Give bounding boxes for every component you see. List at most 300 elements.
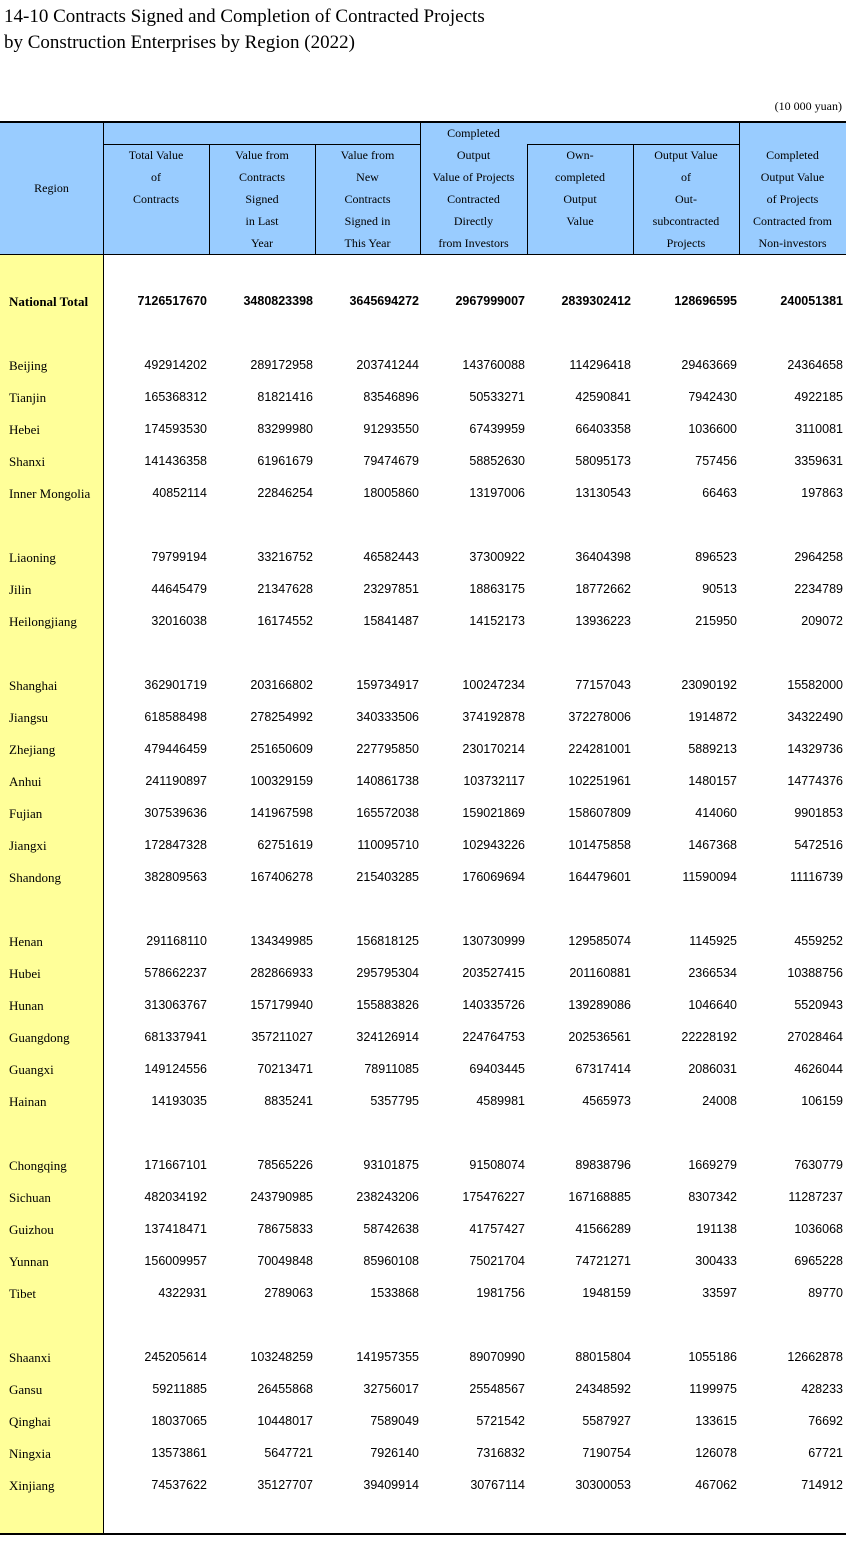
table-row — [0, 1060, 846, 1080]
cell-value: 30767114 — [470, 1478, 525, 1492]
cell-value: 167406278 — [250, 870, 313, 884]
cell-value: 203527415 — [462, 966, 525, 980]
cell-value: 492914202 — [144, 358, 207, 372]
cell-value: 172847328 — [144, 838, 207, 852]
cell-value: 77157043 — [575, 678, 631, 692]
table-row — [0, 1092, 846, 1112]
cell-value: 164479601 — [568, 870, 631, 884]
cell-value: 40852114 — [152, 486, 207, 500]
cell-value: 46582443 — [363, 550, 419, 564]
cell-value: 156009957 — [144, 1254, 207, 1268]
cell-value: 428233 — [801, 1382, 843, 1396]
cell-value: 282866933 — [250, 966, 313, 980]
cell-value: 7589049 — [370, 1414, 419, 1428]
cell-value: 141957355 — [356, 1350, 419, 1364]
cell-value: 1669279 — [688, 1158, 737, 1172]
region-name: Guizhou — [9, 1222, 54, 1237]
header-value-new — [315, 144, 420, 254]
cell-value: 291168110 — [146, 934, 207, 948]
cell-value: 5357795 — [370, 1094, 419, 1108]
cell-value: 203166802 — [250, 678, 313, 692]
cell-value: 89770 — [808, 1286, 843, 1300]
title-line-2: by Construction Enterprises by Region (2022) — [4, 32, 355, 53]
cell-value: 4322931 — [158, 1286, 207, 1300]
cell-value: 42590841 — [575, 390, 631, 404]
cell-value: 372278006 — [568, 710, 631, 724]
header-completed-from-investors — [420, 122, 527, 254]
cell-value: 241190897 — [145, 774, 207, 788]
table-row — [0, 964, 846, 984]
cell-value: 24364658 — [787, 358, 843, 372]
header-bottom-rule — [0, 254, 846, 255]
cell-value: 114296418 — [569, 358, 631, 372]
table-row — [0, 1380, 846, 1400]
cell-value: 141967598 — [250, 806, 313, 820]
cell-value: 67721 — [808, 1446, 843, 1460]
header-region — [0, 177, 103, 199]
cell-value: 175476227 — [462, 1190, 525, 1204]
region-name: Fujian — [9, 806, 43, 821]
cell-value: 23297851 — [363, 582, 419, 596]
header-line: Directly — [453, 214, 494, 228]
cell-value: 243790985 — [250, 1190, 313, 1204]
table-row — [0, 484, 846, 504]
cell-value: 11590094 — [682, 870, 737, 884]
cell-value: 141436358 — [144, 454, 207, 468]
cell-value: 5721542 — [476, 1414, 525, 1428]
cell-value: 101475858 — [568, 838, 631, 852]
cell-value: 3645694272 — [349, 294, 419, 308]
cell-value: 149124556 — [144, 1062, 207, 1076]
cell-value: 22228192 — [681, 1030, 737, 1044]
cell-value: 2234789 — [794, 582, 843, 596]
cell-value: 7630779 — [794, 1158, 843, 1172]
cell-value: 11287237 — [788, 1190, 843, 1204]
cell-value: 4559252 — [794, 934, 843, 948]
table-row — [0, 1476, 846, 1496]
cell-value: 202536561 — [568, 1030, 631, 1044]
cell-value: 88015804 — [575, 1350, 631, 1364]
table-row — [0, 420, 846, 440]
cell-value: 7316832 — [476, 1446, 525, 1460]
table-row — [0, 1348, 846, 1368]
cell-value: 26455868 — [257, 1382, 313, 1396]
table-title — [4, 4, 485, 56]
cell-value: 1914872 — [688, 710, 737, 724]
header-line: Signed — [245, 192, 279, 206]
cell-value: 66403358 — [575, 422, 631, 436]
cell-value: 59211885 — [152, 1382, 207, 1396]
header-line: from Investors — [438, 236, 509, 250]
cell-value: 1055186 — [688, 1350, 737, 1364]
cell-value: 12662878 — [787, 1350, 843, 1364]
cell-value: 32016038 — [151, 614, 207, 628]
title-line-1: 14-10 Contracts Signed and Completion of Contracted Projects — [4, 6, 485, 27]
cell-value: 10448017 — [257, 1414, 313, 1428]
cell-value: 324126914 — [356, 1030, 419, 1044]
cell-value: 714912 — [801, 1478, 843, 1492]
cell-value: 357211027 — [251, 1030, 313, 1044]
table-row — [0, 772, 846, 792]
cell-value: 4589981 — [476, 1094, 525, 1108]
cell-value: 374192878 — [462, 710, 525, 724]
cell-value: 32756017 — [363, 1382, 419, 1396]
cell-value: 134349985 — [250, 934, 313, 948]
cell-value: 227795850 — [356, 742, 419, 756]
header-line: Total Value — [128, 148, 184, 162]
region-name: Guangdong — [9, 1030, 70, 1045]
header-line: Value — [566, 214, 594, 228]
cell-value: 13936223 — [575, 614, 631, 628]
cell-value: 41757427 — [469, 1222, 525, 1236]
cell-value: 362901719 — [144, 678, 207, 692]
cell-value: 8307342 — [688, 1190, 737, 1204]
header-line: Completed — [766, 148, 819, 162]
cell-value: 5472516 — [794, 838, 843, 852]
cell-value: 7942430 — [688, 390, 737, 404]
cell-value: 224764753 — [462, 1030, 525, 1044]
cell-value: 74721271 — [575, 1254, 631, 1268]
region-name: Hebei — [9, 422, 41, 437]
cell-value: 106159 — [801, 1094, 843, 1108]
cell-value: 2086031 — [688, 1062, 737, 1076]
cell-value: 89070990 — [469, 1350, 525, 1364]
region-name: Shandong — [9, 870, 61, 885]
cell-value: 103248259 — [250, 1350, 313, 1364]
cell-value: 15841487 — [363, 614, 419, 628]
region-name: Inner Mongolia — [9, 486, 91, 501]
cell-value: 102251961 — [568, 774, 631, 788]
region-name: Ningxia — [9, 1446, 51, 1461]
cell-value: 25548567 — [469, 1382, 525, 1396]
cell-value: 14774376 — [787, 774, 843, 788]
cell-value: 6965228 — [794, 1254, 843, 1268]
header-line: Non-investors — [758, 236, 827, 250]
cell-value: 91508074 — [469, 1158, 525, 1172]
region-name: Henan — [9, 934, 43, 949]
cell-value: 278254992 — [250, 710, 313, 724]
cell-value: 41566289 — [575, 1222, 631, 1236]
cell-value: 75021704 — [469, 1254, 525, 1268]
cell-value: 224281001 — [568, 742, 631, 756]
cell-value: 58742638 — [363, 1222, 419, 1236]
cell-value: 110095710 — [357, 838, 419, 852]
cell-value: 5889213 — [688, 742, 737, 756]
cell-value: 44645479 — [151, 582, 207, 596]
cell-value: 143760088 — [462, 358, 525, 372]
table-row — [0, 676, 846, 696]
cell-value: 307539636 — [144, 806, 207, 820]
region-name: Gansu — [9, 1382, 43, 1397]
cell-value: 81821416 — [257, 390, 313, 404]
region-name: Liaoning — [9, 550, 56, 565]
region-name: Sichuan — [9, 1190, 51, 1205]
region-name: Chongqing — [9, 1158, 67, 1173]
cell-value: 70213471 — [257, 1062, 313, 1076]
header-line: Value from — [340, 148, 395, 162]
cell-value: 39409914 — [363, 1478, 419, 1492]
cell-value: 209072 — [801, 614, 843, 628]
cell-value: 2366534 — [688, 966, 737, 980]
cell-value: 230170214 — [462, 742, 525, 756]
cell-value: 70049848 — [257, 1254, 313, 1268]
header-completed-non-investors — [739, 144, 846, 254]
region-column-background — [0, 255, 103, 1533]
header-line: Region — [34, 181, 69, 195]
region-name: Jiangxi — [9, 838, 47, 853]
cell-value: 100329159 — [250, 774, 313, 788]
cell-value: 1948159 — [582, 1286, 631, 1300]
cell-value: 8835241 — [264, 1094, 313, 1108]
header-line: New — [356, 170, 379, 184]
cell-value: 29463669 — [681, 358, 737, 372]
region-name: Xinjiang — [9, 1478, 55, 1493]
cell-value: 140861738 — [356, 774, 419, 788]
header-line: Own- — [566, 148, 594, 162]
cell-value: 18005860 — [363, 486, 419, 500]
cell-value: 93101875 — [363, 1158, 419, 1172]
cell-value: 13573861 — [151, 1446, 207, 1460]
cell-value: 757456 — [695, 454, 737, 468]
table-row — [0, 1156, 846, 1176]
region-name: Zhejiang — [9, 742, 56, 757]
cell-value: 103732117 — [463, 774, 525, 788]
header-line: Projects — [666, 236, 706, 250]
cell-value: 3480823398 — [243, 294, 313, 308]
cell-value: 22846254 — [257, 486, 313, 500]
header-line: Contracts — [133, 192, 179, 206]
header-line: Output — [563, 192, 597, 206]
region-name: National Total — [9, 294, 89, 309]
cell-value: 74537622 — [151, 1478, 207, 1492]
region-name: Hubei — [9, 966, 41, 981]
region-name: Qinghai — [9, 1414, 51, 1429]
cell-value: 79799194 — [151, 550, 207, 564]
table-row — [0, 1188, 846, 1208]
cell-value: 76692 — [808, 1414, 843, 1428]
cell-value: 33597 — [702, 1286, 737, 1300]
cell-value: 157179940 — [250, 998, 313, 1012]
region-name: Anhui — [9, 774, 42, 789]
header-line: Value from — [235, 148, 289, 162]
header-line: This Year — [344, 236, 391, 250]
cell-value: 130730999 — [462, 934, 525, 948]
cell-value: 618588498 — [144, 710, 207, 724]
cell-value: 238243206 — [356, 1190, 419, 1204]
region-name: Beijing — [9, 358, 48, 373]
cell-value: 215403285 — [356, 870, 419, 884]
cell-value: 18037065 — [151, 1414, 207, 1428]
cell-value: 382809563 — [144, 870, 207, 884]
cell-value: 61961679 — [257, 454, 313, 468]
header-line: in Last — [245, 214, 279, 228]
region-name: Yunnan — [9, 1254, 49, 1269]
cell-value: 14193035 — [151, 1094, 207, 1108]
cell-value: 2967999007 — [455, 294, 525, 308]
region-name: Tibet — [9, 1286, 36, 1301]
table-row — [0, 388, 846, 408]
header-line: of — [151, 170, 161, 184]
cell-value: 9901853 — [794, 806, 843, 820]
unit-label: (10 000 yuan) — [774, 99, 842, 113]
cell-value: 58852630 — [469, 454, 525, 468]
cell-value: 289172958 — [250, 358, 313, 372]
table-bottom-rule — [0, 1533, 846, 1535]
region-name: Jilin — [9, 582, 32, 597]
cell-value: 4922185 — [794, 390, 843, 404]
cell-value: 3110081 — [795, 422, 843, 436]
cell-value: 158607809 — [568, 806, 631, 820]
cell-value: 414060 — [695, 806, 737, 820]
cell-value: 18772662 — [575, 582, 631, 596]
cell-value: 313063767 — [144, 998, 207, 1012]
table-row — [0, 356, 846, 376]
cell-value: 482034192 — [144, 1190, 207, 1204]
cell-value: 7126517670 — [137, 294, 207, 308]
cell-value: 1036600 — [688, 422, 737, 436]
cell-value: 215950 — [695, 614, 737, 628]
header-line: Year — [250, 236, 274, 250]
cell-value: 78911085 — [364, 1062, 419, 1076]
cell-value: 1036068 — [794, 1222, 843, 1236]
header-line: Contracted — [447, 192, 500, 206]
cell-value: 58095173 — [575, 454, 631, 468]
header-output-subcontracted — [633, 144, 739, 254]
header-line: subcontracted — [652, 214, 720, 228]
cell-value: 1480157 — [688, 774, 737, 788]
cell-value: 126078 — [695, 1446, 737, 1460]
cell-value: 13130543 — [575, 486, 631, 500]
cell-value: 35127707 — [257, 1478, 313, 1492]
table-row — [0, 548, 846, 568]
cell-value: 176069694 — [462, 870, 525, 884]
cell-value: 1145925 — [689, 934, 737, 948]
header-line: Output Value — [654, 148, 718, 162]
cell-value: 24348592 — [575, 1382, 631, 1396]
cell-value: 11116739 — [790, 870, 843, 884]
cell-value: 5520943 — [794, 998, 843, 1012]
cell-value: 7926140 — [370, 1446, 419, 1460]
header-line: Contracted from — [753, 214, 832, 228]
cell-value: 203741244 — [356, 358, 419, 372]
cell-value: 34322490 — [787, 710, 843, 724]
region-name: Hainan — [9, 1094, 47, 1109]
table-row — [0, 1284, 846, 1304]
cell-value: 27028464 — [787, 1030, 843, 1044]
cell-value: 165572038 — [356, 806, 419, 820]
cell-value: 83546896 — [363, 390, 419, 404]
table-row — [0, 1220, 846, 1240]
cell-value: 10388756 — [787, 966, 843, 980]
cell-value: 50533271 — [469, 390, 525, 404]
cell-value: 1199975 — [689, 1382, 737, 1396]
cell-value: 197863 — [801, 486, 843, 500]
cell-value: 89838796 — [575, 1158, 631, 1172]
header-line: Output Value — [760, 170, 825, 184]
cell-value: 171667101 — [144, 1158, 207, 1172]
header-total-value — [103, 144, 209, 210]
table-row — [0, 836, 846, 856]
cell-value: 1467368 — [688, 838, 737, 852]
cell-value: 79474679 — [363, 454, 419, 468]
cell-value: 4565973 — [582, 1094, 631, 1108]
region-name: Heilongjiang — [9, 614, 77, 629]
table-row-national-total — [0, 292, 846, 312]
region-name: Shanxi — [9, 454, 46, 469]
cell-value: 2964258 — [794, 550, 843, 564]
cell-value: 156818125 — [356, 934, 419, 948]
cell-value: 1981756 — [476, 1286, 525, 1300]
cell-value: 36404398 — [575, 550, 631, 564]
cell-value: 201160881 — [569, 966, 631, 980]
cell-value: 4626044 — [794, 1062, 843, 1076]
region-column-divider — [103, 121, 104, 1533]
header-value-last-year — [209, 144, 315, 254]
cell-value: 167168885 — [568, 1190, 631, 1204]
table-row — [0, 996, 846, 1016]
cell-value: 37300922 — [469, 550, 525, 564]
cell-value: 2839302412 — [561, 294, 631, 308]
header-line: of Projects — [766, 192, 819, 206]
cell-value: 23090192 — [681, 678, 737, 692]
cell-value: 340333506 — [356, 710, 419, 724]
cell-value: 155883826 — [356, 998, 419, 1012]
cell-value: 3359631 — [794, 454, 843, 468]
cell-value: 83299980 — [257, 422, 313, 436]
cell-value: 5647721 — [264, 1446, 313, 1460]
cell-value: 578662237 — [144, 966, 207, 980]
cell-value: 85960108 — [363, 1254, 419, 1268]
cell-value: 30300053 — [575, 1478, 631, 1492]
table-row — [0, 1028, 846, 1048]
cell-value: 14152173 — [469, 614, 525, 628]
cell-value: 7190754 — [582, 1446, 631, 1460]
cell-value: 14329736 — [787, 742, 843, 756]
cell-value: 245205614 — [144, 1350, 207, 1364]
cell-value: 128696595 — [674, 294, 737, 308]
cell-value: 24008 — [702, 1094, 737, 1108]
table-row — [0, 612, 846, 632]
cell-value: 69403445 — [469, 1062, 525, 1076]
cell-value: 15582000 — [787, 678, 843, 692]
header-line: Completed — [447, 126, 500, 140]
cell-value: 139289086 — [568, 998, 631, 1012]
cell-value: 159734917 — [356, 678, 419, 692]
header-line: Out- — [675, 192, 697, 206]
table-row — [0, 708, 846, 728]
cell-value: 133615 — [695, 1414, 737, 1428]
header-line: completed — [555, 170, 605, 184]
cell-value: 159021869 — [462, 806, 525, 820]
cell-value: 18863175 — [469, 582, 525, 596]
cell-value: 90513 — [702, 582, 737, 596]
table-row — [0, 1412, 846, 1432]
table-row — [0, 1252, 846, 1272]
table-row — [0, 452, 846, 472]
cell-value: 78675833 — [257, 1222, 313, 1236]
cell-value: 67317414 — [575, 1062, 631, 1076]
header-line: Contracts — [239, 170, 285, 184]
table-row — [0, 932, 846, 952]
cell-value: 21347628 — [257, 582, 313, 596]
header-line: Contracts — [344, 192, 391, 206]
cell-value: 251650609 — [250, 742, 313, 756]
cell-value: 129585074 — [568, 934, 631, 948]
cell-value: 91293550 — [363, 422, 419, 436]
cell-value: 140335726 — [462, 998, 525, 1012]
cell-value: 1533868 — [370, 1286, 419, 1300]
region-name: Tianjin — [9, 390, 47, 405]
